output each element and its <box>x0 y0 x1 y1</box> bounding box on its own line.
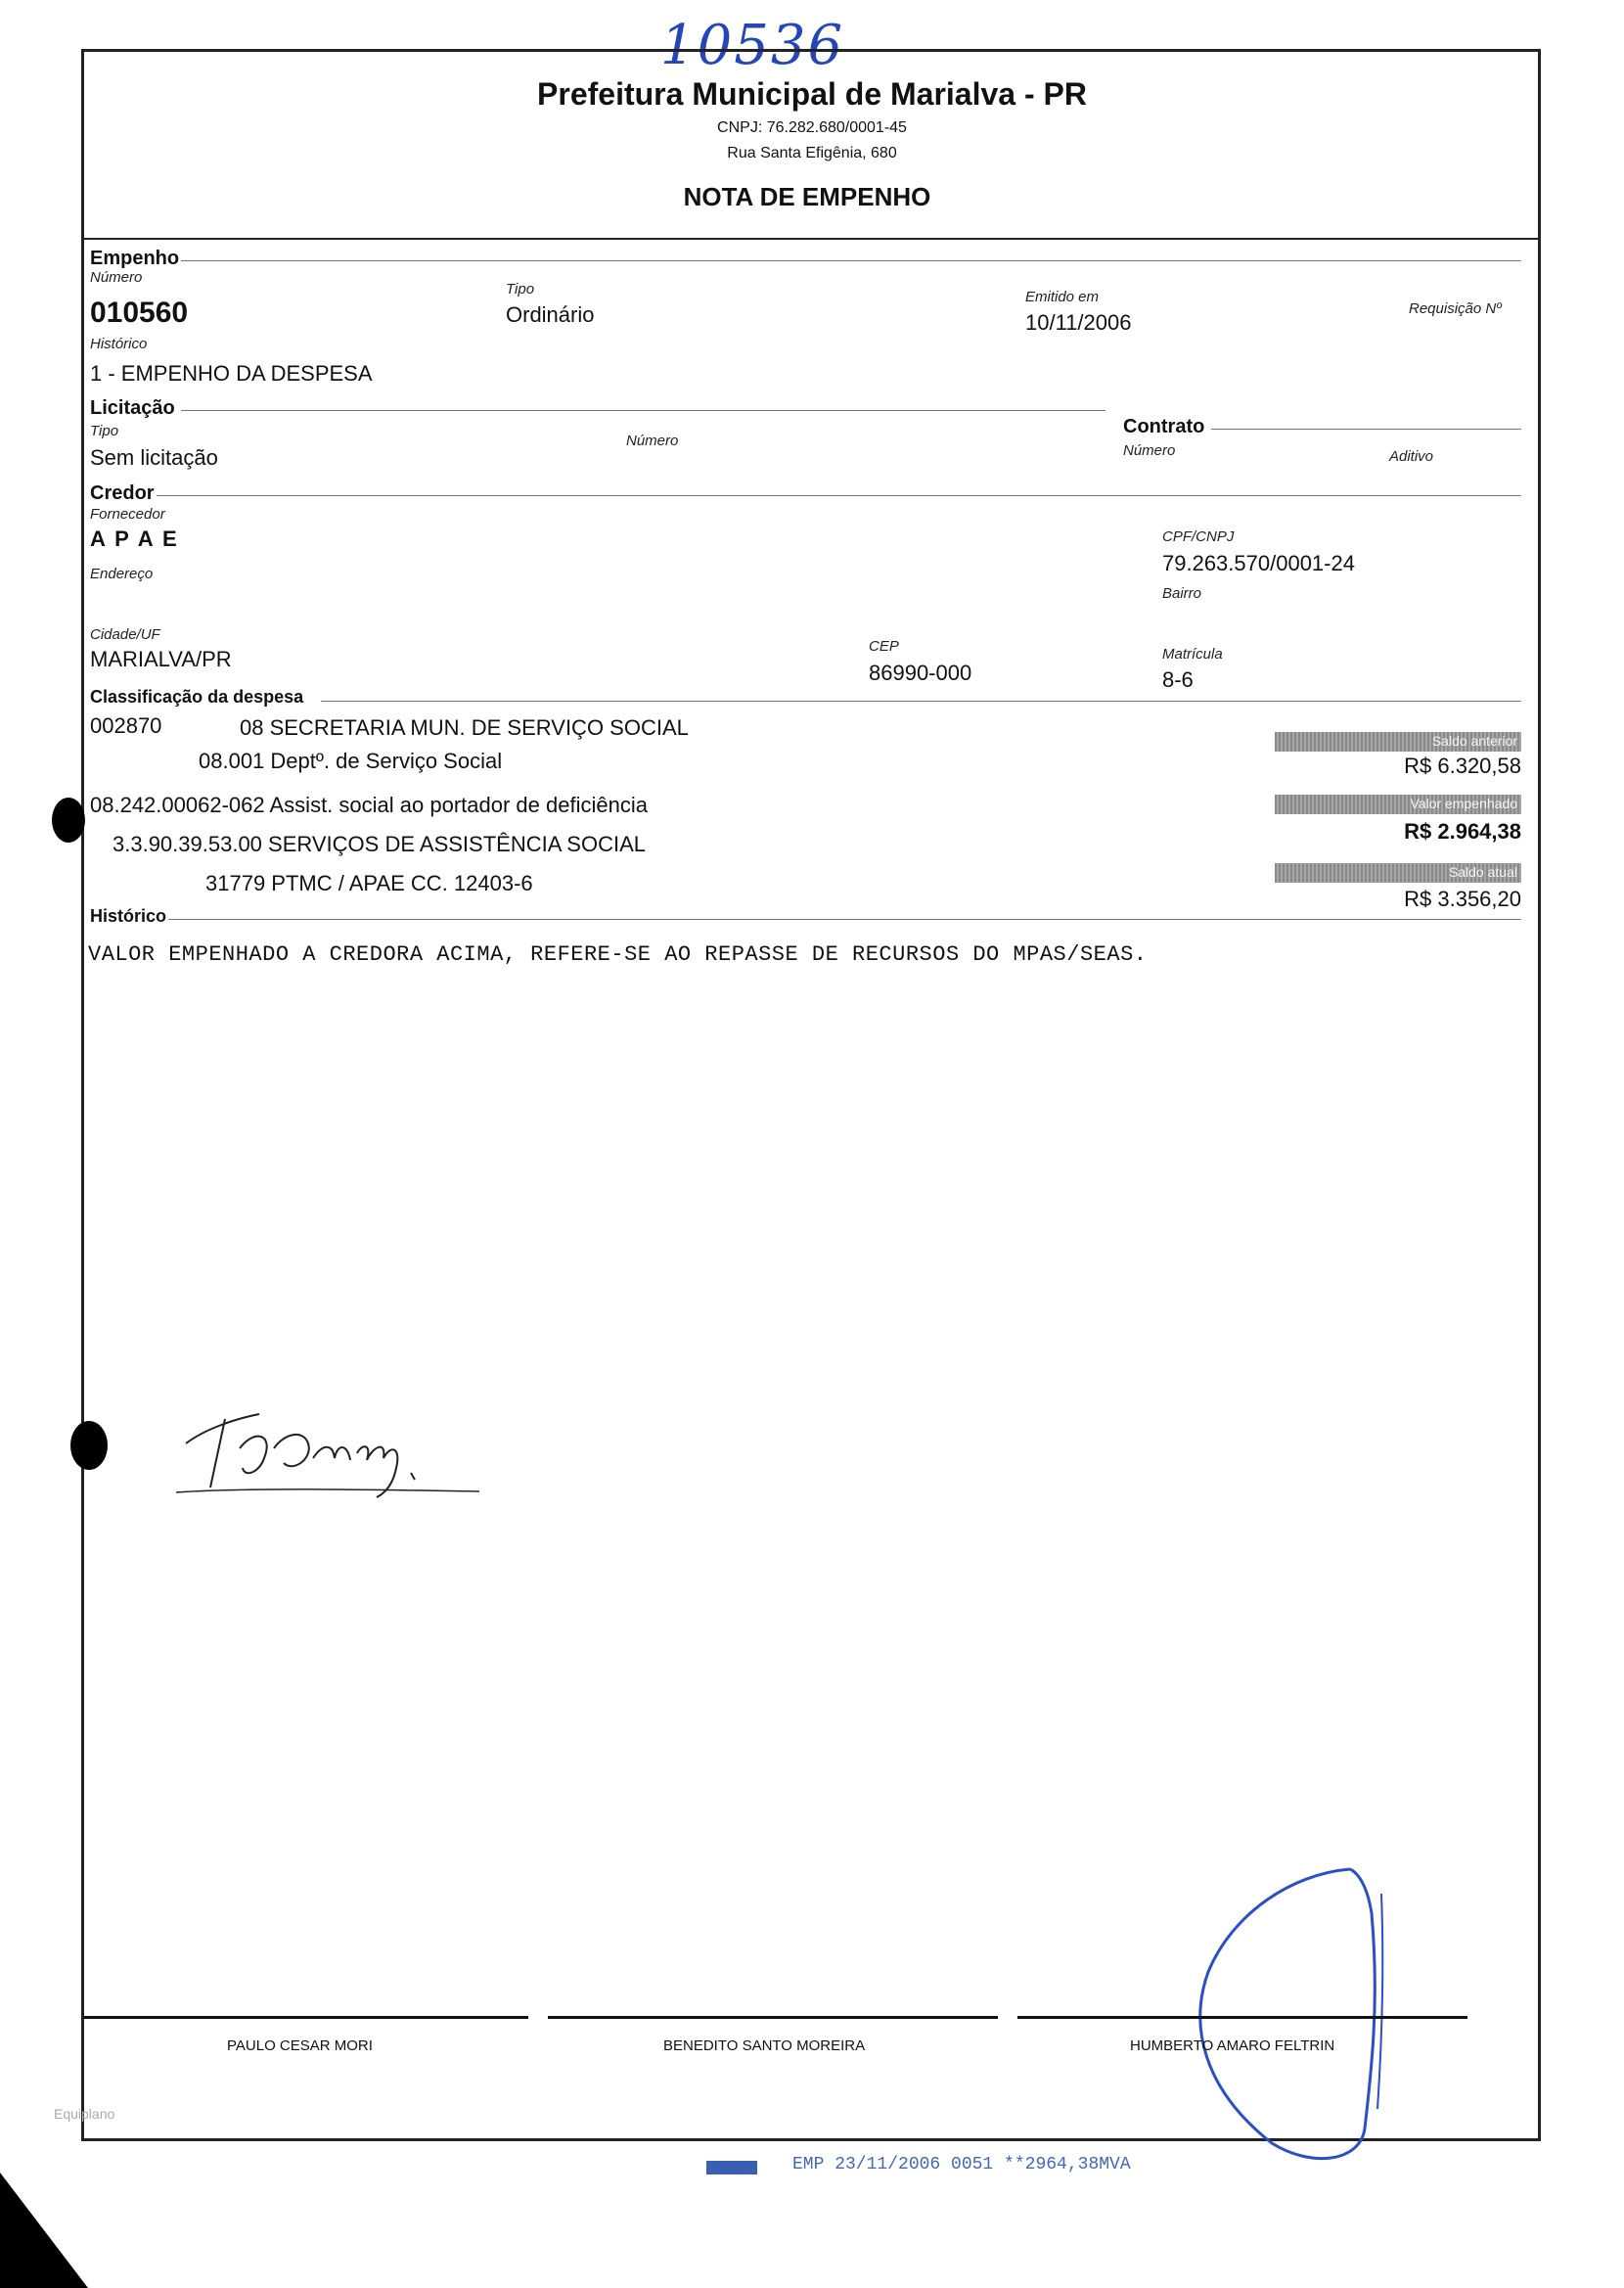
licitacao-numero-label: Número <box>626 433 679 449</box>
punch-hole <box>70 1421 108 1470</box>
emitido-label: Emitido em <box>1025 289 1100 305</box>
handwritten-signature <box>166 1390 489 1507</box>
classificacao-line: 08.001 Deptº. de Serviço Social <box>199 749 503 773</box>
empenho-tipo: Ordinário <box>506 302 595 327</box>
signatory-name: BENEDITO SANTO MOREIRA <box>663 2037 866 2054</box>
requisicao-label: Requisição Nº <box>1409 300 1502 317</box>
classificacao-line: 3.3.90.39.53.00 SERVIÇOS DE ASSISTÊNCIA SOCIAL <box>113 832 646 856</box>
fornecedor-label: Fornecedor <box>90 506 165 523</box>
licitacao-tipo-label: Tipo <box>90 423 119 439</box>
address-text: Rua Santa Efigênia, 680 <box>727 145 897 161</box>
fornecedor-name: A P A E <box>90 526 179 551</box>
header-divider <box>83 238 1539 240</box>
saldo-atual-label: Saldo atual <box>1448 864 1517 880</box>
credor-divider <box>157 495 1521 496</box>
empenho-historico: 1 - EMPENHO DA DESPESA <box>90 361 373 386</box>
matricula-value: 8-6 <box>1162 667 1194 692</box>
empenho-divider <box>181 260 1521 261</box>
classificacao-code: 002870 <box>90 713 162 738</box>
cep-value: 86990-000 <box>869 661 972 685</box>
saldo-anterior-label: Saldo anterior <box>1431 733 1517 749</box>
classificacao-divider <box>321 701 1521 702</box>
municipality-title: Prefeitura Municipal de Marialva - PR <box>537 76 1087 112</box>
empenho-numero: 010560 <box>90 297 189 329</box>
contrato-aditivo-label: Aditivo <box>1389 448 1434 465</box>
footer-brand: Equiplano <box>54 2106 115 2122</box>
valor-empenhado-value: R$ 2.964,38 <box>1404 819 1521 844</box>
signature-line <box>83 2016 528 2019</box>
cpf-cnpj-value: 79.263.570/0001-24 <box>1162 551 1355 575</box>
cnpj-text: CNPJ: 76.282.680/0001-45 <box>717 119 907 136</box>
licitacao-section-label: Licitação <box>90 397 175 419</box>
document-title: NOTA DE EMPENHO <box>683 182 931 211</box>
historico-section-label: Histórico <box>90 906 167 926</box>
endereco-label: Endereço <box>90 566 154 582</box>
punch-hole <box>52 798 85 843</box>
matricula-label: Matrícula <box>1162 646 1223 663</box>
contrato-section-label: Contrato <box>1123 416 1205 437</box>
empenho-numero-label: Número <box>90 269 143 286</box>
cep-label: CEP <box>869 638 899 655</box>
valor-empenhado-label: Valor empenhado <box>1410 796 1517 811</box>
saldo-anterior-bar <box>1275 732 1521 752</box>
saldo-atual-bar <box>1275 863 1521 883</box>
handwritten-loop-signature <box>1115 1854 1409 2168</box>
cpf-cnpj-label: CPF/CNPJ <box>1162 528 1235 545</box>
saldo-atual-value: R$ 3.356,20 <box>1404 887 1521 911</box>
classificacao-section-label: Classificação da despesa <box>90 687 304 707</box>
empenho-tipo-label: Tipo <box>506 281 535 297</box>
valor-empenhado-bar <box>1275 795 1521 814</box>
saldo-anterior-value: R$ 6.320,58 <box>1404 754 1521 778</box>
empenho-historico-label: Histórico <box>90 336 148 352</box>
signatory-name: HUMBERTO AMARO FELTRIN <box>1130 2037 1335 2054</box>
classificacao-line: 08.242.00062-062 Assist. social ao portador de deficiência <box>90 793 648 817</box>
contrato-numero-label: Número <box>1123 442 1176 459</box>
stamp-logo-icon <box>706 2161 757 2174</box>
credor-section-label: Credor <box>90 482 155 504</box>
signatory-name: PAULO CESAR MORI <box>227 2037 373 2054</box>
empenho-section-label: Empenho <box>90 248 180 269</box>
licitacao-divider <box>181 410 1105 411</box>
bairro-label: Bairro <box>1162 585 1202 602</box>
classificacao-line: 31779 PTMC / APAE CC. 12403-6 <box>205 871 533 895</box>
handwritten-number: 10536 <box>660 14 845 77</box>
licitacao-tipo: Sem licitação <box>90 445 218 470</box>
classificacao-line: 08 SECRETARIA MUN. DE SERVIÇO SOCIAL <box>240 715 689 740</box>
cidade-value: MARIALVA/PR <box>90 647 232 671</box>
historico-divider <box>168 919 1521 920</box>
emitido-date: 10/11/2006 <box>1025 310 1132 335</box>
cidade-label: Cidade/UF <box>90 626 160 643</box>
bottom-stamp: EMP 23/11/2006 0051 **2964,38MVA <box>792 2155 1131 2174</box>
signature-line <box>548 2016 998 2019</box>
signature-line <box>1017 2016 1467 2019</box>
scan-corner <box>0 2153 98 2288</box>
historico-text: VALOR EMPENHADO A CREDORA ACIMA, REFERE-SE AO REPASSE DE RECURSOS DO MPAS/SEAS. <box>88 942 1148 967</box>
contrato-divider <box>1211 429 1521 430</box>
